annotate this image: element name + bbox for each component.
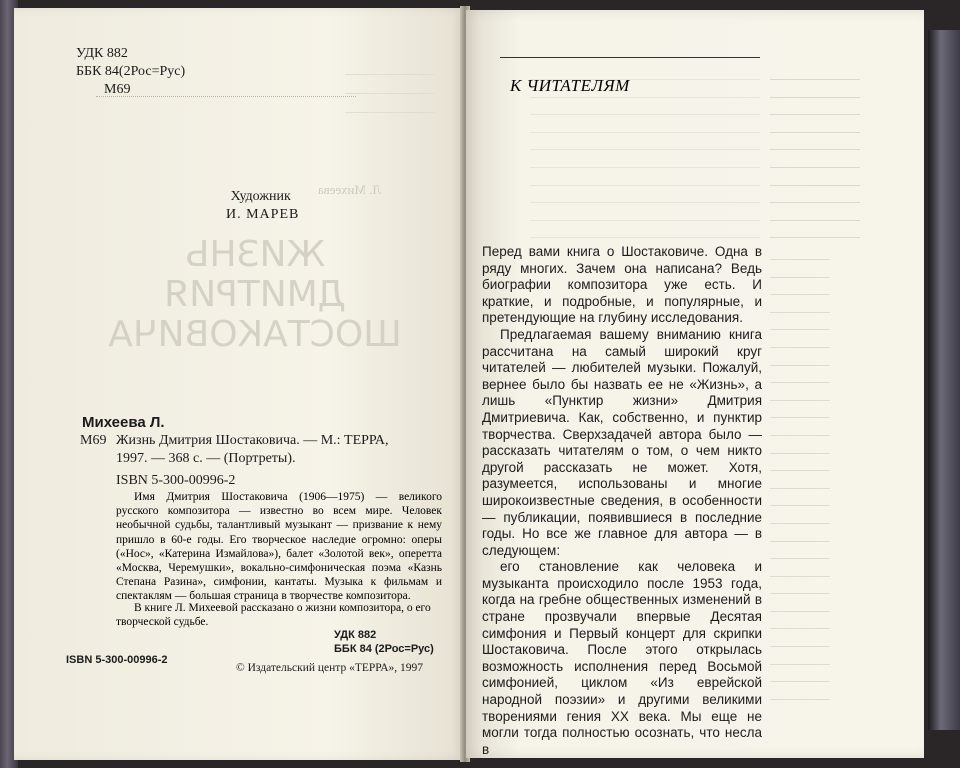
chapter-body bbox=[482, 244, 762, 758]
bibliographic-entry bbox=[82, 414, 442, 490]
udk-bottom-code: УДК 882 bbox=[334, 629, 377, 641]
udk-block bbox=[76, 45, 185, 99]
ghost-showthrough-column bbox=[770, 64, 860, 240]
chapter-title: К ЧИТАТЕЛЯМ bbox=[510, 76, 630, 95]
biblio-isbn: ISBN 5-300-00996-2 bbox=[116, 473, 236, 488]
artist-label: Художник bbox=[230, 189, 291, 204]
copyright: © Издательский центр «ТЕРРА», 1997 bbox=[236, 662, 424, 674]
paragraph: Предлагаемая вашему вниманию книга рассчитана на самый широкий круг читателей — любителей музыки. Пожалуй, вернее было бы назвать ее не «Жизнь», а лишь «Пунктир жизни» Дмитрия Дмитриевича. Как, собственно, и пунктир творчества. Сверхзадачей автора было — рассказать читателям о том, о чем никто другой рассказать не может. Хотя, разумеется, использованы и многие широкоизвестные сведения, в особенности — публикации, появившиеся в последние годы. Но все же главное для автора — в следующем: bbox=[482, 326, 762, 558]
artist-credit bbox=[222, 188, 299, 224]
biblio-entry-line2: 1997. — 368 с. — (Портреты). bbox=[116, 451, 296, 466]
udk-code: УДК 882 bbox=[76, 46, 128, 61]
annotation-text: Имя Дмитрия Шостаковича (1906—1975) — великого русского композитора — известно во всем мире. Человек необычной судьбы, талантливый музыкант — призвание к нему пришло в 60-е годы. Его творческое наследие огромно: оперы («Нос», «Катерина Измайлова»), балет «Золотой век», оперетта «Москва, Черемушки», вокально-симфоническая поэма «Казнь Степана Разина», симфонии, кантаты. Музыка к фильмам и спектаклям — большая страница в творчестве композитора. bbox=[116, 491, 442, 603]
ghost-author: Л. Михеева bbox=[318, 182, 382, 197]
biblio-code: М69 bbox=[80, 433, 107, 448]
annotation-summary: В книге Л. Михеевой рассказано о жизни композитора, о его творческой судьбе. bbox=[116, 602, 431, 629]
biblio-author: Михеева Л. bbox=[82, 414, 165, 431]
bbk-bottom-code: ББК 84 (2Рос=Рус) bbox=[334, 643, 434, 655]
biblio-entry-line1: Жизнь Дмитрия Шостаковича. — М.: ТЕРРА, bbox=[116, 433, 389, 448]
isbn-bottom: ISBN 5-300-00996-2 bbox=[66, 654, 168, 666]
ghost-title: ЖИЗНЬ ДМИТРИЯ ШОСТАКОВИЧА bbox=[108, 234, 402, 355]
chapter-rule bbox=[500, 57, 760, 58]
dotted-rule bbox=[96, 96, 356, 97]
bbk-code: ББК 84(2Рос=Рус) bbox=[76, 64, 186, 79]
artist-name: И. МАРЕВ bbox=[226, 207, 300, 222]
ghost-lines bbox=[345, 60, 435, 117]
udk-bottom bbox=[334, 628, 434, 656]
book-cover-edge-right bbox=[928, 30, 960, 730]
paragraph: Перед вами книга о Шостаковиче. Одна в ряду многих. Зачем она написана? Ведь биографии композитора уже есть. И краткие, и подробные, и популярные, и претендующие на глубину исследования. bbox=[482, 244, 762, 326]
author-code: М69 bbox=[104, 82, 131, 97]
ghost-showthrough-column-2 bbox=[770, 244, 830, 701]
paragraph: его становление как человека и музыканта происходило после 1953 года, когда на гребне общественных изменений в стране прозвучали впервые Десятая симфония и Первый концерт для скрипки Шостаковича. После этого открылась возможность исполнения перед Восьмой симфонией, циклом «Из еврейской народной поэзии» и другими великими творениями гения XX века. Мы еще не могли тогда полностью осознать, что несла в bbox=[482, 559, 762, 757]
